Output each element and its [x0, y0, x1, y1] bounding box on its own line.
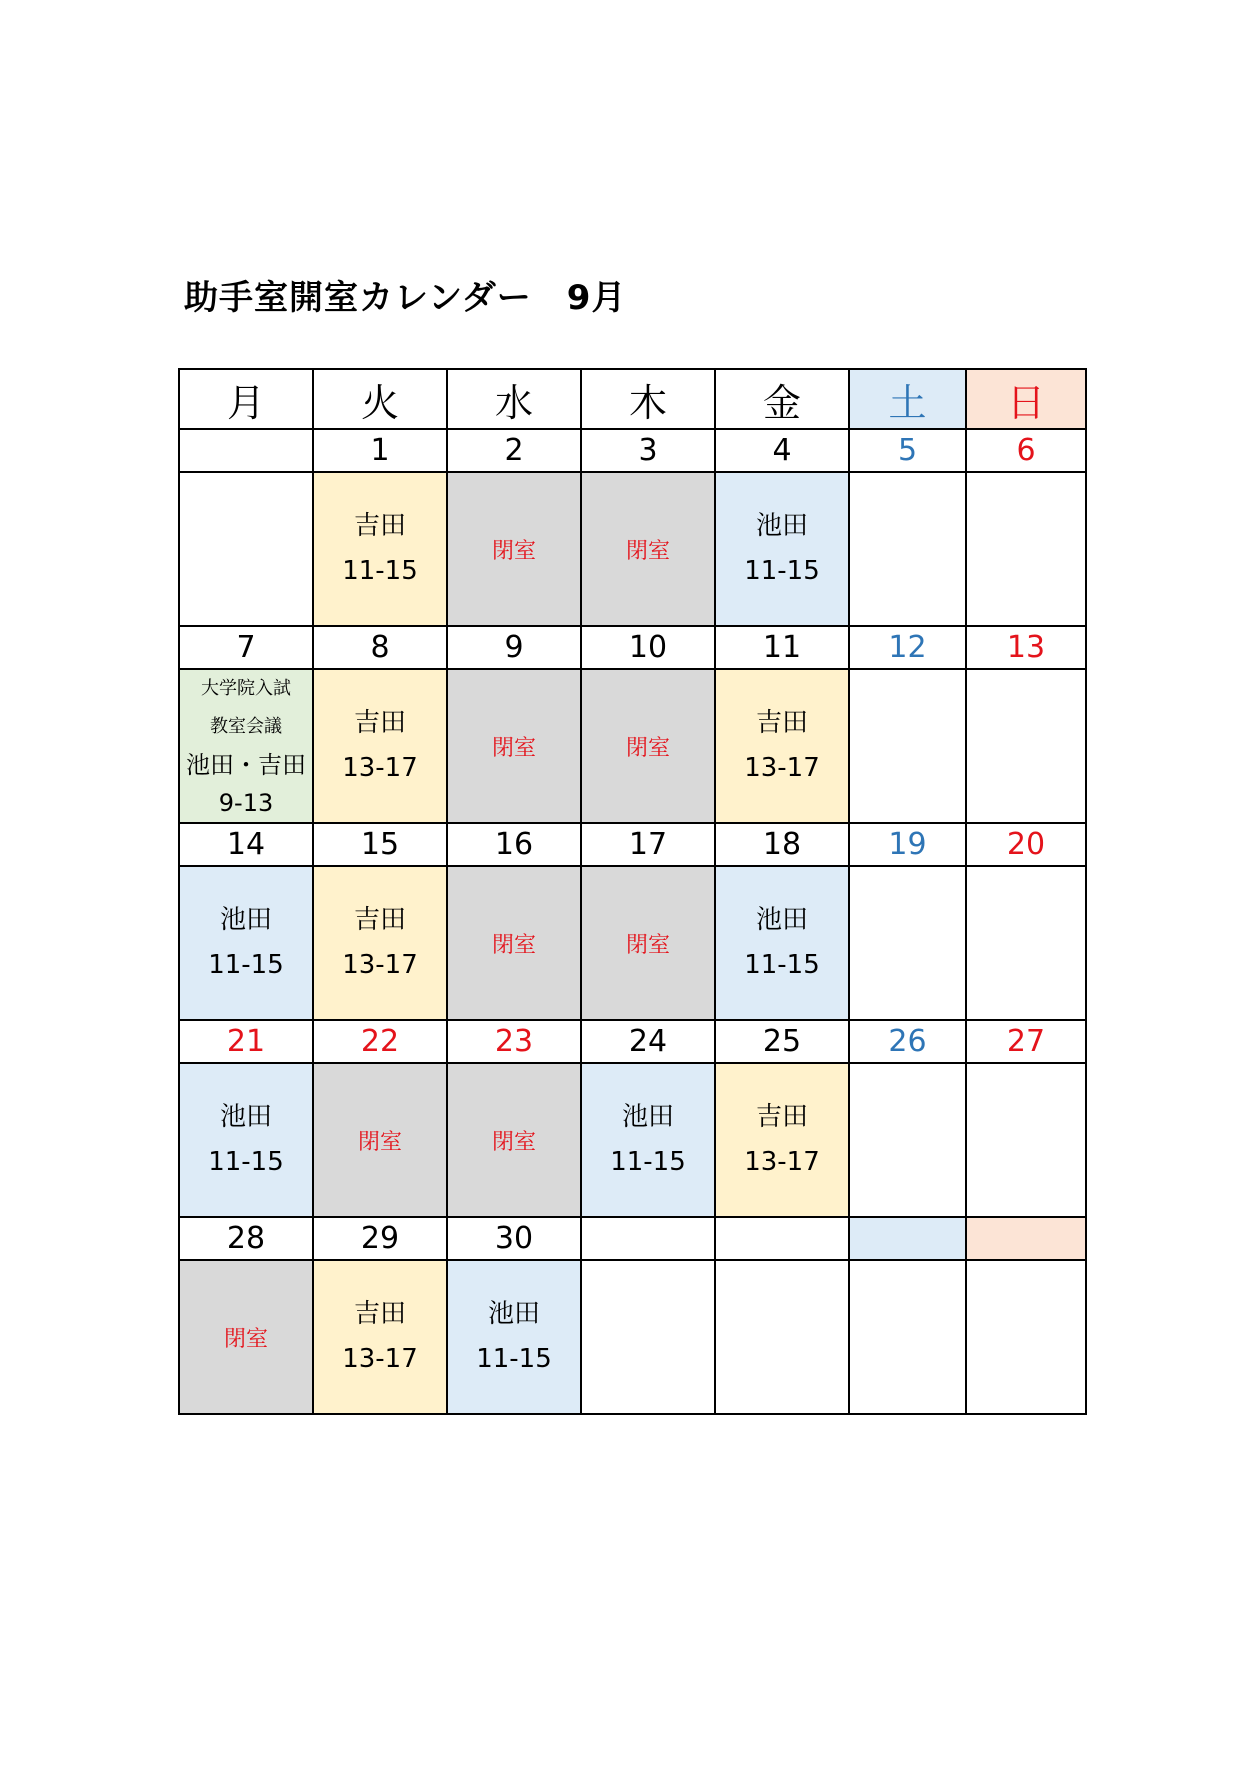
date-number: 10: [581, 626, 715, 669]
empty-cell: [849, 669, 966, 823]
empty-cell: [849, 866, 966, 1020]
date-number: 11: [715, 626, 849, 669]
page-title: 助手室開室カレンダー 9月: [184, 278, 627, 318]
empty-cell: [849, 1063, 966, 1217]
closed-cell: [313, 1063, 447, 1217]
shift-cell-yoshida: [313, 1260, 447, 1414]
shift-cell-ikeda: [581, 1063, 715, 1217]
schedule-row: [179, 669, 1086, 823]
weekday-wed: 水: [447, 369, 581, 429]
closed-label: 閉室: [625, 932, 670, 958]
date-number: 13: [966, 626, 1086, 669]
date-number: 4: [715, 429, 849, 472]
date-row: [179, 1217, 1086, 1260]
date-number: 12: [849, 626, 966, 669]
event-name: 大学院入試: [201, 678, 291, 699]
date-number: 7: [179, 626, 313, 669]
date-number: 21: [179, 1020, 313, 1063]
staff-name: 池田: [219, 905, 272, 935]
weekday-mon: 月: [179, 369, 313, 429]
shift-cell-ikeda: [715, 472, 849, 626]
shift-hours: 11-15: [744, 950, 820, 980]
calendar-table: [178, 368, 1087, 1415]
empty-cell: [581, 1260, 715, 1414]
schedule-row: [179, 1260, 1086, 1414]
closed-label: 閉室: [491, 932, 536, 958]
staff-name: 吉田: [353, 708, 406, 738]
date-row: [179, 626, 1086, 669]
closed-cell: [179, 1260, 313, 1414]
shift-hours: 13-17: [342, 753, 418, 783]
closed-label: 閉室: [357, 1129, 402, 1155]
date-number: 17: [581, 823, 715, 866]
empty-cell: [179, 472, 313, 626]
closed-label: 閉室: [491, 735, 536, 761]
date-number: [179, 429, 313, 472]
weekday-thu: 木: [581, 369, 715, 429]
staff-name: 池田: [487, 1299, 540, 1329]
weekday-tue: 火: [313, 369, 447, 429]
shift-cell-ikeda: [715, 866, 849, 1020]
shift-hours: 11-15: [342, 556, 418, 586]
date-row: [179, 823, 1086, 866]
event-name: 教室会議: [210, 716, 282, 737]
date-number: 20: [966, 823, 1086, 866]
closed-cell: [581, 669, 715, 823]
date-number: 14: [179, 823, 313, 866]
empty-cell: [849, 472, 966, 626]
empty-cell: [966, 866, 1086, 1020]
date-number: 24: [581, 1020, 715, 1063]
schedule-row: [179, 866, 1086, 1020]
staff-name: 吉田: [353, 905, 406, 935]
date-number: 15: [313, 823, 447, 866]
weekday-header-row: [179, 369, 1086, 429]
closed-label: 閉室: [491, 1129, 536, 1155]
date-number: 1: [313, 429, 447, 472]
closed-cell: [581, 866, 715, 1020]
shift-hours: 13-17: [342, 950, 418, 980]
date-number: 26: [849, 1020, 966, 1063]
date-number: 9: [447, 626, 581, 669]
date-number: [966, 1217, 1086, 1260]
closed-label: 閉室: [625, 735, 670, 761]
shift-hours: 11-15: [208, 1147, 284, 1177]
shift-hours: 11-15: [744, 556, 820, 586]
empty-cell: [966, 1260, 1086, 1414]
staff-name: 池田: [755, 905, 808, 935]
date-number: 8: [313, 626, 447, 669]
closed-cell: [447, 1063, 581, 1217]
shift-hours: 11-15: [208, 950, 284, 980]
shift-cell-yoshida: [313, 866, 447, 1020]
shift-cell-yoshida: [715, 669, 849, 823]
staff-name: 吉田: [755, 708, 808, 738]
staff-name: 吉田: [353, 511, 406, 541]
shift-hours: 11-15: [610, 1147, 686, 1177]
staff-name: 池田: [755, 511, 808, 541]
empty-cell: [966, 669, 1086, 823]
shift-hours: 13-17: [342, 1344, 418, 1374]
weekday-sat: 土: [849, 369, 966, 429]
schedule-row: [179, 1063, 1086, 1217]
shift-hours: 13-17: [744, 753, 820, 783]
closed-cell: [447, 866, 581, 1020]
closed-cell: [447, 669, 581, 823]
schedule-row: [179, 472, 1086, 626]
closed-label: 閉室: [491, 538, 536, 564]
special-event-cell: [179, 669, 313, 823]
staff-name: 池田: [219, 1102, 272, 1132]
date-number: [849, 1217, 966, 1260]
empty-cell: [849, 1260, 966, 1414]
date-number: 6: [966, 429, 1086, 472]
date-number: 28: [179, 1217, 313, 1260]
date-number: 2: [447, 429, 581, 472]
date-number: 23: [447, 1020, 581, 1063]
date-number: 22: [313, 1020, 447, 1063]
shift-cell-ikeda: [447, 1260, 581, 1414]
shift-hours: 13-17: [744, 1147, 820, 1177]
date-number: 29: [313, 1217, 447, 1260]
date-number: [715, 1217, 849, 1260]
weekday-sun: 日: [966, 369, 1086, 429]
empty-cell: [966, 472, 1086, 626]
date-number: 18: [715, 823, 849, 866]
date-row: [179, 429, 1086, 472]
empty-cell: [715, 1260, 849, 1414]
staff-name: 吉田: [353, 1299, 406, 1329]
shift-cell-yoshida: [715, 1063, 849, 1217]
shift-cell-ikeda: [179, 1063, 313, 1217]
date-number: [581, 1217, 715, 1260]
closed-cell: [447, 472, 581, 626]
date-row: [179, 1020, 1086, 1063]
closed-cell: [581, 472, 715, 626]
shift-cell-yoshida: [313, 472, 447, 626]
weekday-fri: 金: [715, 369, 849, 429]
staff-name: 吉田: [755, 1102, 808, 1132]
shift-hours: 9-13: [218, 789, 274, 817]
staff-name: 池田: [621, 1102, 674, 1132]
date-number: 3: [581, 429, 715, 472]
date-number: 19: [849, 823, 966, 866]
staff-names: 池田・吉田: [186, 751, 306, 779]
date-number: 30: [447, 1217, 581, 1260]
empty-cell: [966, 1063, 1086, 1217]
closed-label: 閉室: [625, 538, 670, 564]
date-number: 27: [966, 1020, 1086, 1063]
date-number: 5: [849, 429, 966, 472]
shift-hours: 11-15: [476, 1344, 552, 1374]
closed-label: 閉室: [223, 1326, 268, 1352]
shift-cell-ikeda: [179, 866, 313, 1020]
date-number: 25: [715, 1020, 849, 1063]
shift-cell-yoshida: [313, 669, 447, 823]
date-number: 16: [447, 823, 581, 866]
